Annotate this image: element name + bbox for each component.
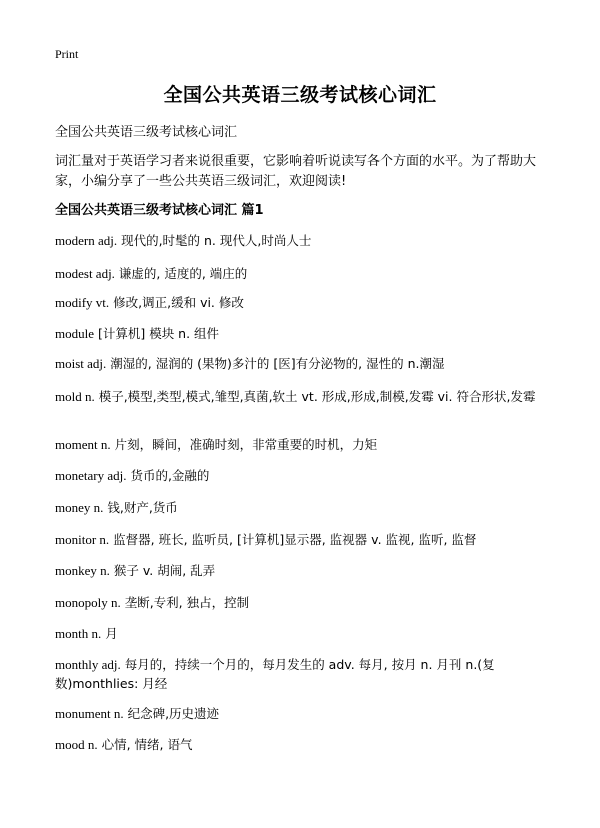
- entry-definition: 猴子 v. 胡闹, 乱弄: [109, 563, 216, 578]
- list-item: [55, 655, 555, 693]
- list-item: [55, 264, 555, 283]
- list-item: [55, 593, 555, 612]
- entry-term: money n.: [55, 500, 104, 515]
- list-item: [55, 466, 555, 485]
- list-item: [55, 387, 555, 406]
- list-item: [55, 354, 555, 373]
- list-item: [55, 231, 555, 250]
- entry-term: module: [55, 326, 94, 341]
- list-item: [55, 293, 555, 312]
- entry-definition: 钱,财产,货币: [103, 500, 178, 515]
- list-item: [55, 561, 555, 580]
- entry-definition: 模子,模型,类型,模式,雏型,真菌,软土 vt. 形成,形成,制模,发霉 vi. 符合形状,发霉: [94, 389, 536, 404]
- entry-definition: 监督器, 班长, 监听员, [计算机]显示器, 监视器 v. 监视, 监听, 监督: [109, 532, 477, 547]
- list-item: [55, 324, 555, 343]
- entry-definition: [计算机] 模块 n. 组件: [94, 326, 220, 341]
- entry-term: moment n.: [55, 437, 111, 452]
- entry-term: modern adj.: [55, 233, 118, 248]
- page-title: 全国公共英语三级考试核心词汇: [163, 84, 437, 106]
- section-heading: 全国公共英语三级考试核心词汇 篇1: [55, 203, 264, 218]
- entry-definition: 心情, 情绪, 语气: [97, 737, 193, 752]
- entry-definition: 每月的，持续一个月的，每月发生的 adv. 每月, 按月 n. 月刊 n.(复数)monthlies: 月经: [55, 657, 495, 691]
- list-item: [55, 530, 555, 549]
- list-item: [55, 435, 555, 454]
- subtitle: 全国公共英语三级考试核心词汇: [55, 125, 238, 140]
- entry-definition: 月: [101, 626, 118, 641]
- entry-term: monument n.: [55, 706, 124, 721]
- entry-term: monkey n.: [55, 563, 110, 578]
- entry-definition: 纪念碑,历史遗迹: [123, 706, 220, 721]
- entry-definition: 现代的,时髦的 n. 现代人,时尚人士: [117, 233, 312, 248]
- list-item: [55, 735, 555, 754]
- intro-paragraph: 词汇量对于英语学习者来说很重要，它影响着听说读写各个方面的水平。为了帮助大家，小编分享了一些公共英语三级词汇，欢迎阅读!: [55, 154, 537, 189]
- entry-term: monetary adj.: [55, 468, 127, 483]
- entry-term: mood n.: [55, 737, 98, 752]
- entry-term: monopoly n.: [55, 595, 121, 610]
- entry-definition: 片刻，瞬间，准确时刻，非常重要的时机，力矩: [110, 437, 378, 452]
- list-item: [55, 624, 555, 643]
- entry-definition: 货币的,金融的: [126, 468, 210, 483]
- entry-definition: 潮湿的, 湿润的 (果物)多汁的 [医]有分泌物的, 湿性的 n.潮湿: [106, 356, 445, 371]
- print-label: Print: [55, 47, 79, 61]
- entry-term: modest adj.: [55, 266, 115, 281]
- entry-term: modify vt.: [55, 295, 110, 310]
- list-item: [55, 498, 555, 517]
- entry-term: moist adj.: [55, 356, 107, 371]
- entry-term: monthly adj.: [55, 657, 121, 672]
- entry-definition: 修改,调正,缓和 vi. 修改: [109, 295, 244, 310]
- entry-term: month n.: [55, 626, 102, 641]
- entry-term: monitor n.: [55, 532, 110, 547]
- entry-term: mold n.: [55, 389, 95, 404]
- entry-definition: 谦虚的, 适度的, 端庄的: [114, 266, 248, 281]
- entry-definition: 垄断,专利, 独占，控制: [120, 595, 250, 610]
- list-item: [55, 704, 555, 723]
